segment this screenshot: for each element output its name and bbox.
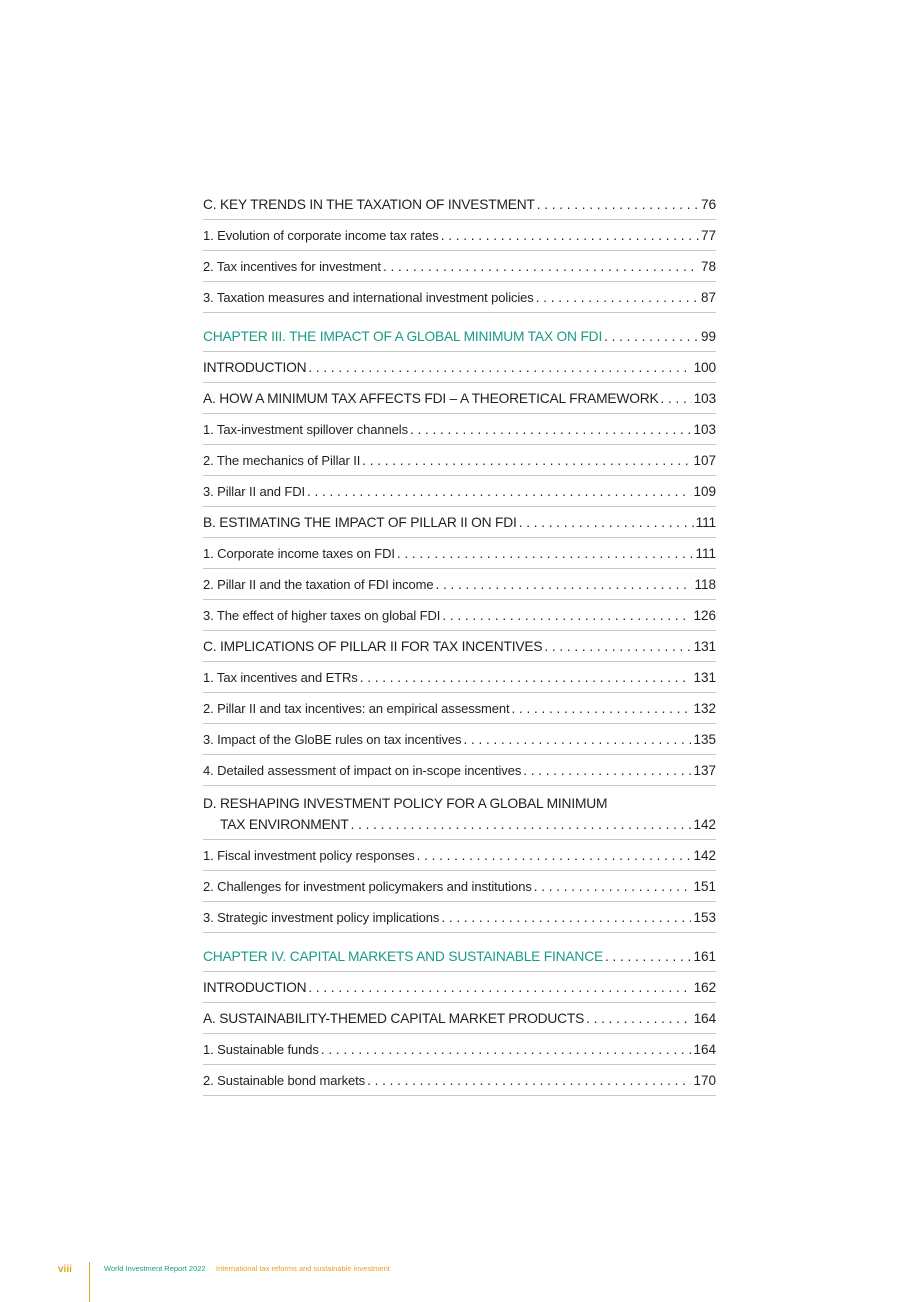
dot-leader [367,1073,691,1089]
toc-entry-line [203,701,716,717]
toc-entry-title: 2. Pillar II and tax incentives: an empirical assessment [203,701,510,716]
toc-entry-line [220,817,716,833]
toc-entry-page: 153 [693,910,716,925]
toc-entry-page: 111 [695,515,716,530]
toc-entry-page: 135 [693,732,716,747]
toc-section-entry[interactable] [203,352,716,383]
page-number: viii [58,1264,72,1275]
toc-entry-title: 3. Pillar II and FDI [203,484,306,499]
toc-entry-page: 132 [693,701,716,716]
toc-entry-title: INTRODUCTION [203,360,307,375]
toc-subsection-entry[interactable] [203,445,716,476]
toc-entry-page: 78 [700,259,716,274]
toc-entry-line [203,228,716,244]
toc-entry-page: 142 [693,817,716,832]
toc-entry-line [203,391,716,407]
dot-leader [512,701,692,717]
toc-entry-line [203,453,716,469]
toc-entry-page: 103 [693,422,716,437]
dot-leader [523,763,691,779]
dot-leader [536,290,699,306]
toc-entry-title: TAX ENVIRONMENT [220,817,349,832]
toc-entry-page: 162 [693,980,716,995]
dot-leader [397,546,694,562]
toc-section-entry[interactable] [203,786,716,840]
dot-leader [436,577,693,593]
toc-entry-page: 76 [701,197,716,212]
toc-subsection-entry[interactable] [203,1034,716,1065]
toc-entry-page: 137 [693,763,716,778]
toc-entry-line [203,848,716,864]
toc-entry-title: 1. Fiscal investment policy responses [203,848,415,863]
toc-entry-title: 1. Tax incentives and ETRs [203,670,358,685]
toc-entry-title: CHAPTER IV. CAPITAL MARKETS AND SUSTAINABLE FINANCE [203,949,603,964]
toc-entry-page: 161 [693,949,716,964]
toc-entry-title: 2. Sustainable bond markets [203,1073,366,1088]
toc-subsection-entry[interactable] [203,724,716,755]
toc-entry-title: 4. Detailed assessment of impact on in-scope incentives [203,763,522,778]
toc-entry-line [203,949,716,965]
toc-entry-line [203,1011,716,1027]
dot-leader [308,360,691,376]
toc-entry-title: B. ESTIMATING THE IMPACT OF PILLAR II ON FDI [203,515,517,530]
toc-entry-title: C. IMPLICATIONS OF PILLAR II FOR TAX INCENTIVES [203,639,543,654]
toc-entry-line [203,329,716,345]
toc-subsection-entry[interactable] [203,476,716,507]
toc-entry-title: 1. Tax-investment spillover channels [203,422,408,437]
toc-entry-page: 151 [693,879,716,894]
dot-leader [519,515,694,531]
toc-entry-line [203,608,716,624]
report-title: World Investment Report 2022 [104,1264,206,1273]
toc-entry-title: C. KEY TRENDS IN THE TAXATION OF INVESTMENT [203,197,535,212]
dot-leader [441,910,691,926]
toc-entry-page: 111 [695,546,716,561]
toc-entry-title: 2. Challenges for investment policymakers and institutions [203,879,532,894]
dot-leader [586,1011,691,1027]
toc-entry-title: 2. Pillar II and the taxation of FDI income [203,577,434,592]
toc-entry-line [203,290,716,306]
toc-entry-line [203,639,716,655]
toc-subsection-entry[interactable] [203,414,716,445]
toc-subsection-entry[interactable] [203,569,716,600]
toc-entry-line [203,197,716,213]
toc-entry-line [203,546,716,562]
toc-subsection-entry[interactable] [203,662,716,693]
toc-entry-title: INTRODUCTION [203,980,307,995]
dot-leader [307,484,691,500]
toc-entry-title: 3. Impact of the GloBE rules on tax incentives [203,732,462,747]
toc-entry-line [203,980,716,996]
toc-entry-title: 3. The effect of higher taxes on global FDI [203,608,441,623]
dot-leader [463,732,691,748]
toc-entry-line [203,515,716,531]
toc-entry-title: CHAPTER III. THE IMPACT OF A GLOBAL MINIMUM TAX ON FDI [203,329,603,344]
toc-subsection-entry[interactable] [203,840,716,871]
dot-leader [661,391,692,407]
dot-leader [441,228,699,244]
toc-entry-line [203,732,716,748]
toc-entry-line [203,259,716,275]
dot-leader [544,639,691,655]
toc-subsection-entry[interactable] [203,871,716,902]
dot-leader [308,980,691,996]
dot-leader [442,608,691,624]
toc-entry-page: 118 [694,577,716,592]
toc-entry-line [203,1073,716,1089]
toc-entry-line [203,910,716,926]
dot-leader [360,670,692,686]
report-subtitle: International tax reforms and sustainable investment [216,1264,390,1273]
toc-entry-title-line1: D. RESHAPING INVESTMENT POLICY FOR A GLOBAL MINIMUM [203,796,608,811]
dot-leader [417,848,692,864]
toc-section-entry[interactable] [203,1003,716,1034]
toc-entry-line [203,763,716,779]
toc-entry-title: 3. Taxation measures and international investment policies [203,290,534,305]
toc-entry-line [203,422,716,438]
toc-entry-title: 2. The mechanics of Pillar II [203,453,361,468]
toc-entry-title: 2. Tax incentives for investment [203,259,381,274]
toc-entry-page: 131 [693,670,716,685]
toc-chapter-entry[interactable] [203,933,716,972]
toc-entry-title: 3. Strategic investment policy implications [203,910,440,925]
toc-entry-page: 100 [693,360,716,375]
toc-entry-line [203,1042,716,1058]
dot-leader [605,949,692,965]
toc-section-entry[interactable] [203,383,716,414]
toc-entry-title: A. SUSTAINABILITY-THEMED CAPITAL MARKET PRODUCTS [203,1011,585,1026]
toc-entry-page: 107 [693,453,716,468]
toc-entry-page: 142 [693,848,716,863]
toc-entry-page: 164 [693,1011,716,1026]
toc-subsection-entry[interactable] [203,220,716,251]
toc-entry-line [203,360,716,376]
toc-section-entry[interactable] [203,631,716,662]
toc-subsection-entry[interactable] [203,251,716,282]
dot-leader [383,259,699,275]
toc-entry-page: 99 [700,329,716,344]
dot-leader [410,422,691,438]
dot-leader [537,197,699,213]
dot-leader [534,879,692,895]
toc-entry-page: 109 [693,484,716,499]
toc-entry-page: 170 [693,1073,716,1088]
toc-entry-page: 164 [693,1042,716,1057]
dot-leader [362,453,691,469]
toc-section-entry[interactable] [203,972,716,1003]
toc-entry-title: 1. Corporate income taxes on FDI [203,546,395,561]
toc-entry-title: 1. Sustainable funds [203,1042,319,1057]
toc-entry-line [203,484,716,500]
toc-entry-line [203,879,716,895]
toc-entry-page: 77 [700,228,716,243]
toc-subsection-entry[interactable] [203,282,716,313]
toc-entry-page: 131 [693,639,716,654]
footer-divider [89,1262,90,1302]
toc-section-entry[interactable] [203,189,716,220]
dot-leader [351,817,692,833]
table-of-contents [203,189,716,1096]
toc-entry-page: 87 [700,290,716,305]
page-footer [0,1262,920,1302]
toc-subsection-entry[interactable] [203,902,716,933]
toc-entry-page: 103 [693,391,716,406]
toc-subsection-entry[interactable] [203,755,716,786]
toc-entry-title: A. HOW A MINIMUM TAX AFFECTS FDI – A THEORETICAL FRAMEWORK [203,391,659,406]
toc-entry-page: 126 [693,608,716,623]
toc-entry-line [203,577,716,593]
toc-entry-line [203,670,716,686]
toc-subsection-entry[interactable] [203,1065,716,1096]
dot-leader [321,1042,692,1058]
toc-chapter-entry[interactable] [203,313,716,352]
dot-leader [604,329,699,345]
toc-subsection-entry[interactable] [203,538,716,569]
toc-subsection-entry[interactable] [203,693,716,724]
toc-entry-title: 1. Evolution of corporate income tax rates [203,228,439,243]
toc-subsection-entry[interactable] [203,600,716,631]
toc-section-entry[interactable] [203,507,716,538]
